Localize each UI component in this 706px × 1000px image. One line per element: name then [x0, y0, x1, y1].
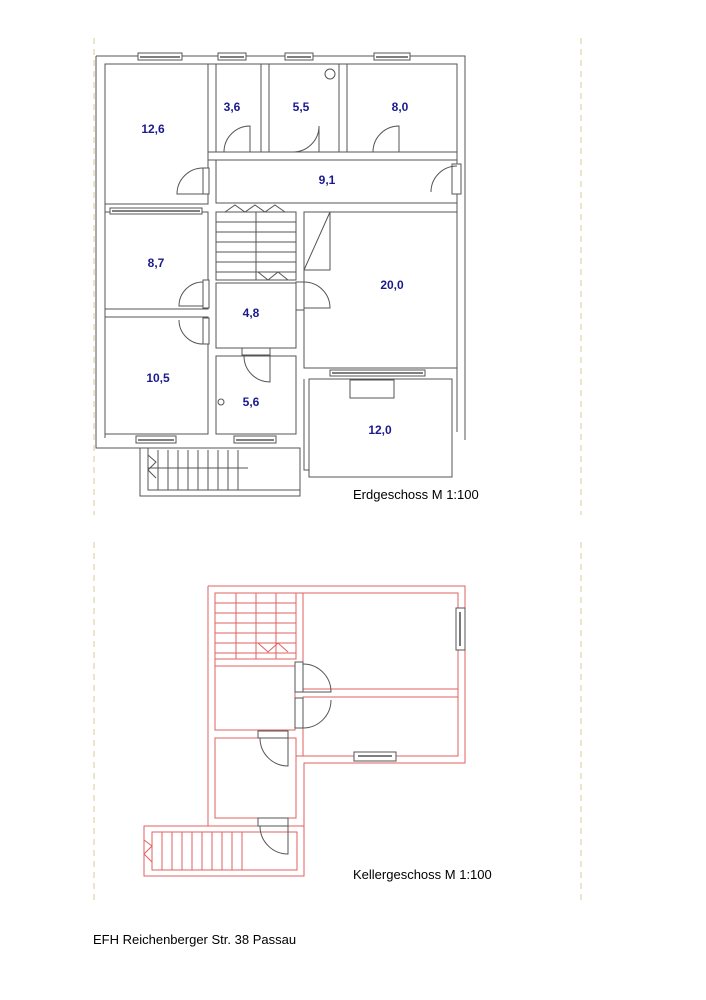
- room-label-8-0: 8,0: [391, 100, 409, 114]
- ground-floor-plan: [96, 53, 465, 496]
- project-title: EFH Reichenberger Str. 38 Passau: [93, 932, 297, 947]
- room-label-8-7: 8,7: [147, 256, 165, 270]
- room-label-5-6: 5,6: [242, 395, 260, 409]
- room-label-4-8: 4,8: [242, 306, 260, 320]
- room-label-10-5: 10,5: [146, 371, 170, 385]
- basement-plan: [144, 586, 465, 876]
- page-guides: [94, 38, 581, 900]
- room-label-3-6: 3,6: [223, 100, 241, 114]
- room-label-20-0: 20,0: [380, 278, 404, 292]
- ground-floor-caption: Erdgeschoss M 1:100: [353, 487, 479, 502]
- room-label-12-6: 12,6: [141, 122, 165, 136]
- room-label-9-1: 9,1: [318, 173, 336, 187]
- room-label-12-0: 12,0: [368, 423, 392, 437]
- basement-openings: [258, 608, 465, 854]
- basement-caption: Kellergeschoss M 1:100: [353, 867, 492, 882]
- room-label-5-5: 5,5: [292, 100, 310, 114]
